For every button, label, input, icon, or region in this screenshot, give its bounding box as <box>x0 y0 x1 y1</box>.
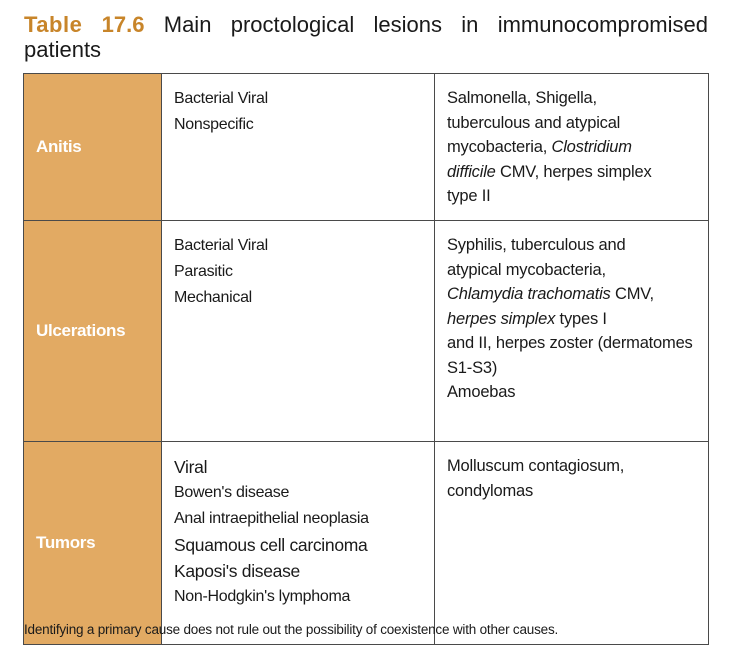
table-row <box>24 74 709 221</box>
lesion-type: Bacterial Viral <box>174 90 268 107</box>
agents-cell <box>435 442 709 645</box>
row-heading: Ulcerations <box>24 221 162 442</box>
lesion-type: Bacterial Viral <box>174 237 268 254</box>
agent-line: Syphilis, tuberculous and <box>447 236 626 254</box>
row-heading: Anitis <box>24 74 162 221</box>
row-heading: Tumors <box>24 442 162 645</box>
agent-line: Molluscum contagiosum, <box>447 457 625 475</box>
lesion-types-cell <box>162 442 435 645</box>
lesion-type: Kaposi's disease <box>174 561 300 581</box>
table-row <box>24 221 709 442</box>
lesion-types-cell <box>162 74 435 221</box>
agent-line: type II <box>447 187 491 205</box>
lesion-type: Bowen's disease <box>174 484 290 501</box>
agents-cell <box>435 74 709 221</box>
caption-label: Table <box>24 12 83 37</box>
lesion-type: Squamous cell carcinoma <box>174 535 368 555</box>
agent-line: difficile CMV, herpes simplex <box>447 162 652 181</box>
agents-cell <box>435 221 709 442</box>
agent-line: Chlamydia trachomatis CMV, <box>447 285 654 303</box>
agent-line: S1-S3) <box>447 358 498 377</box>
lesions-table <box>23 73 709 645</box>
lesion-type: Parasitic <box>174 263 233 280</box>
lesion-type: Nonspecific <box>174 116 254 133</box>
table-row <box>24 442 709 645</box>
agent-line: mycobacteria, Clostridium <box>447 138 632 156</box>
lesion-type: Non-Hodgkin's lymphoma <box>174 588 351 605</box>
agent-line: and II, herpes zoster (dermatomes <box>447 334 693 352</box>
agent-line: Amoebas <box>447 383 516 401</box>
agent-line: atypical mycobacteria, <box>447 260 606 279</box>
caption-title-continued: patients <box>24 37 102 62</box>
agent-line: Salmonella, Shigella, <box>447 89 597 107</box>
lesion-types-cell <box>162 221 435 442</box>
caption-number: 17.6 <box>101 12 145 37</box>
lesion-type: Mechanical <box>174 289 252 306</box>
agent-line: tuberculous and atypical <box>447 113 621 132</box>
agent-line: condylomas <box>447 481 534 500</box>
lesion-type: Viral <box>174 457 208 477</box>
agent-line: herpes simplex types I <box>447 309 607 328</box>
table-footnote: Identifying a primary cause does not rule out the possibility of coexistence with other causes. <box>24 622 559 637</box>
caption-title: Main proctological lesions in immunocompromised <box>163 12 708 37</box>
table-caption <box>24 12 708 37</box>
lesion-type: Anal intraepithelial neoplasia <box>174 510 369 527</box>
